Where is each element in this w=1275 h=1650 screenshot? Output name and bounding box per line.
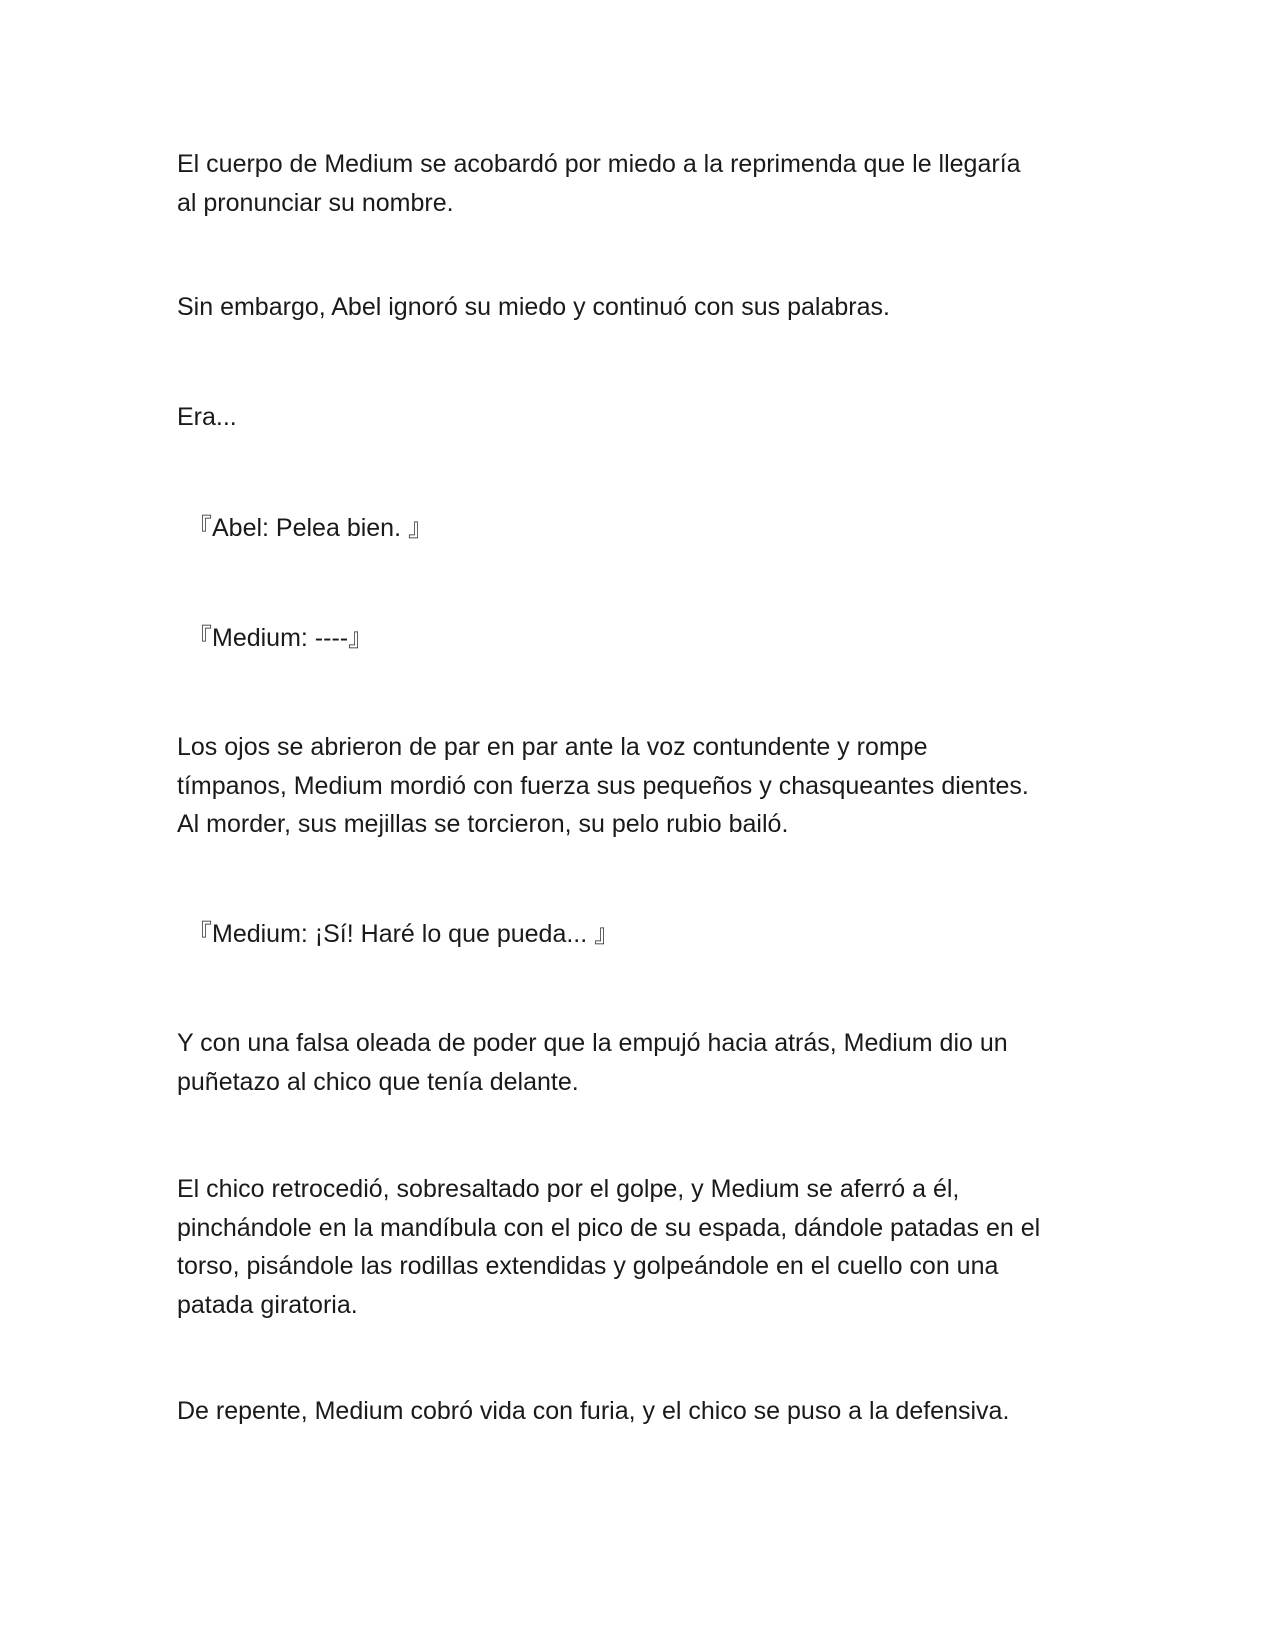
paragraph-2: Sin embargo, Abel ignoró su miedo y continuó con sus palabras. (177, 293, 890, 321)
paragraph-4: Los ojos se abrieron de par en par ante la voz contundente y rompe tímpanos, Medium mordió con fuerza sus pequeños y chasqueantes dientes. Al morder, sus mejillas se torcieron, su pelo rubio bailó. (177, 733, 1029, 838)
dialogue-abel: 『Abel: Pelea bien. 』 (187, 514, 433, 542)
dialogue-medium-2: 『Medium: ¡Sí! Haré lo que pueda... 』 (187, 920, 620, 948)
paragraph-7: De repente, Medium cobró vida con furia, y el chico se puso a la defensiva. (177, 1397, 1010, 1425)
dialogue-medium-1: 『Medium: ----』 (187, 624, 374, 652)
paragraph-3: Era... (177, 403, 237, 431)
paragraph-6: El chico retrocedió, sobresaltado por el golpe, y Medium se aferró a él, pinchándole en la mandíbula con el pico de su espada, dándole patadas en el torso, pisándole las rodillas extendidas y golpeándole en el cuello con una patada giratoria. (177, 1175, 1041, 1319)
paragraph-1: El cuerpo de Medium se acobardó por miedo a la reprimenda que le llegaría al pronunciar su nombre. (177, 150, 1021, 217)
paragraph-5: Y con una falsa oleada de poder que la empujó hacia atrás, Medium dio un puñetazo al chico que tenía delante. (177, 1029, 1008, 1096)
